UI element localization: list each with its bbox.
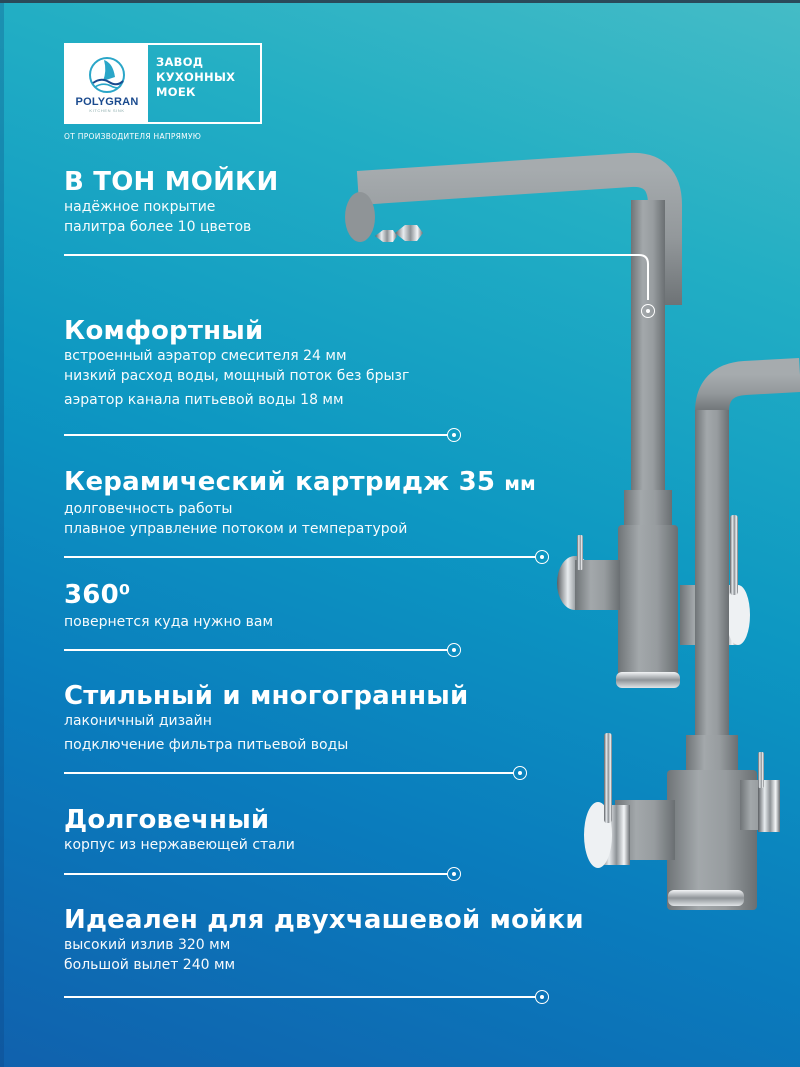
feature-line: надёжное покрытие <box>64 199 216 215</box>
feature-double-bowl <box>64 905 584 975</box>
logo-mark <box>66 45 148 122</box>
callout-dot-icon <box>641 304 655 318</box>
feature-line: большой вылет 240 мм <box>64 957 236 973</box>
logo-brand-subtitle: KITCHEN SINK <box>89 107 125 113</box>
divider <box>64 649 448 651</box>
callout-line-icon <box>64 250 664 320</box>
divider <box>64 772 514 774</box>
feature-line: повернется куда нужно вам <box>64 614 274 630</box>
feature-color-match <box>64 167 278 237</box>
callout-dot-icon <box>513 766 527 780</box>
divider <box>64 434 448 436</box>
feature-stylish <box>64 681 468 755</box>
feature-line: плавное управление потоком и температурой <box>64 521 408 537</box>
feature-ceramic-cartridge <box>64 467 536 539</box>
logo-brand-name: POLYGRAN <box>75 95 139 108</box>
feature-line: аэратор канала питьевой воды 18 мм <box>64 392 344 408</box>
callout-dot-icon <box>535 550 549 564</box>
logo-line: ЗАВОД <box>156 55 204 69</box>
feature-title <box>64 467 536 499</box>
feature-comfort <box>64 316 409 410</box>
tagline: ОТ ПРОИЗВОДИТЕЛЯ НАПРЯМУЮ <box>64 132 202 141</box>
callout-dot-icon <box>447 428 461 442</box>
feature-durable <box>64 805 295 855</box>
feature-title: В ТОН МОЙКИ <box>64 167 279 197</box>
divider <box>64 873 448 875</box>
feature-360-rotation <box>64 580 273 632</box>
feature-line: подключение фильтра питьевой воды <box>64 737 349 753</box>
logo-factory-text <box>148 45 260 122</box>
callout-dot-icon <box>535 990 549 1004</box>
feature-line: долговечность работы <box>64 501 233 517</box>
logo-line: КУХОННЫХ <box>156 70 236 84</box>
logo-line: МОЕК <box>156 85 196 99</box>
feature-title: Стильный и многогранный <box>64 681 469 711</box>
divider <box>64 556 536 558</box>
divider <box>64 996 536 998</box>
feature-title: Долговечный <box>64 805 270 835</box>
feature-line: лаконичный дизайн <box>64 713 212 729</box>
feature-title-unit: мм <box>504 473 536 495</box>
feature-line: низкий расход воды, мощный поток без брызг <box>64 368 410 384</box>
feature-line: корпус из нержавеющей стали <box>64 837 295 853</box>
feature-title: Комфортный <box>64 316 264 346</box>
feature-line: высокий излив 320 мм <box>64 937 231 953</box>
brand-logo <box>64 43 262 124</box>
callout-dot-icon <box>447 867 461 881</box>
callout-dot-icon <box>447 643 461 657</box>
feature-title: Идеален для двухчашевой мойки <box>64 905 584 935</box>
feature-line: палитра более 10 цветов <box>64 219 252 235</box>
sailboat-wave-icon <box>87 55 127 95</box>
feature-title-text: Керамический картридж 35 <box>64 467 496 497</box>
feature-line: встроенный аэратор смесителя 24 мм <box>64 348 347 364</box>
feature-title: 360⁰ <box>64 580 131 610</box>
